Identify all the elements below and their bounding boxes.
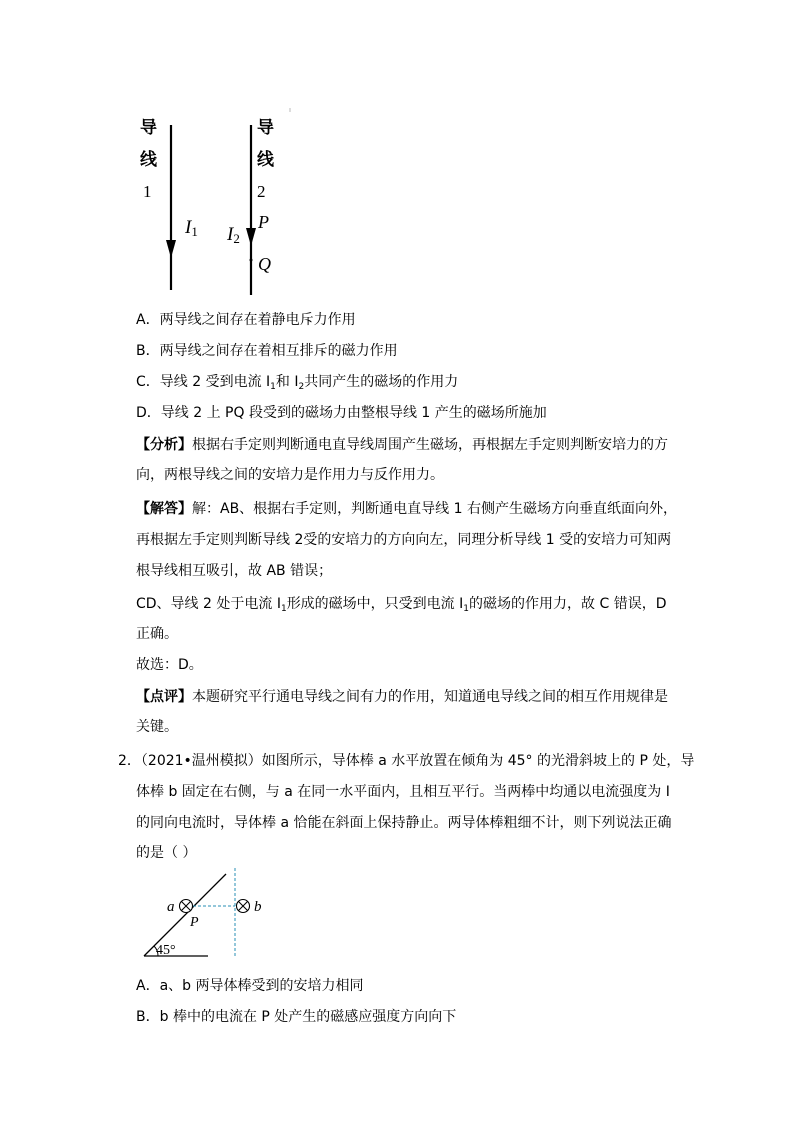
analysis-line-2: 向，两根导线之间的安培力是作用力与反作用力。 — [136, 467, 444, 483]
analysis-line-1: 【分析】根据右手定则判断通电直导线周围产生磁场，再根据左手定则判断安培力的方 — [136, 437, 668, 453]
question-number: 2． — [118, 753, 141, 769]
point-q-dot — [250, 259, 253, 262]
solution-line-3: 根导线相互吸引，故 AB 错误； — [136, 563, 333, 579]
option-a: A．两导线之间存在着静电斥力作用 — [136, 312, 356, 328]
solution-line-2: 再根据左手定则判断导线 2受的安培力的方向向左，同理分析导线 1 受的安培力可知两 — [136, 532, 672, 548]
q2-option-b: B．b 棒中的电流在 P 处产生的磁感应强度方向向下 — [136, 1009, 457, 1025]
comment-tag: 【点评】 — [136, 689, 192, 705]
incline-figure — [130, 862, 280, 962]
option-b: B．两导线之间存在着相互排斥的磁力作用 — [136, 343, 398, 359]
q2-option-a: A．a、b 两导体棒受到的安培力相同 — [136, 978, 364, 994]
solution-choice: 故选：D。 — [136, 657, 203, 673]
current-i2-label: I2 — [227, 224, 240, 246]
analysis-tag: 【分析】 — [136, 437, 192, 453]
rod-b-current-into-page-icon — [237, 900, 250, 913]
current-i1-label: I1 — [185, 217, 198, 239]
point-p-label-2: P — [190, 915, 199, 930]
comment-line-2: 关键。 — [136, 719, 178, 735]
comment-line-1: 【点评】本题研究平行通电导线之间有力的作用，知道通电导线之间的相互作用规律是 — [136, 689, 668, 705]
point-q-label: Q — [258, 254, 271, 274]
wire2-label-char1: 导 — [257, 118, 274, 138]
wire1-label-char1: 导 — [140, 118, 157, 138]
wire-2 — [246, 125, 256, 295]
rod-b-label: b — [254, 899, 262, 915]
question-2-line-3: 的同向电流时，导体棒 a 恰能在斜面上保持静止。两导体棒粗细不计，则下列说法正确 — [136, 815, 672, 831]
rod-a-current-into-page-icon — [180, 900, 193, 913]
current-arrow-1 — [166, 240, 176, 258]
current-arrow-2 — [246, 228, 256, 246]
angle-label: 45° — [156, 943, 176, 958]
parallel-wires-figure — [130, 100, 300, 300]
solution-line-4: CD、导线 2 处于电流 $I_1$形成的磁场中，只受到电流 $I_1$的磁场的作用力，故 C 错误，D — [136, 596, 667, 614]
point-p-dot — [250, 232, 253, 235]
question-2-line-1: 2．（2021•温州模拟）如图所示，导体棒 a 水平放置在倾角为 45° 的光滑斜坡上的 P 处，导 — [118, 753, 695, 769]
option-c: C．导线 2 受到电流 $I_1$和 $I_2$共同产生的磁场的作用力 — [136, 374, 459, 392]
question-2-line-2: 体棒 b 固定在右侧，与 a 在同一水平面内，且相互平行。当两棒中均通以电流强度为 I — [136, 784, 670, 800]
solution-tag: 【解答】 — [136, 501, 192, 517]
question-2-line-4: 的是（ ） — [136, 845, 197, 861]
option-d: D．导线 2 上 PQ 段受到的磁场力由整根导线 1 产生的磁场所施加 — [136, 405, 547, 421]
wire1-label-char2: 线 — [140, 150, 157, 170]
solution-line-1: 【解答】解：AB、根据右手定则，判断通电直导线 1 右侧产生磁场方向垂直纸面向外， — [136, 501, 677, 517]
wire-1 — [166, 125, 176, 290]
point-p-label: P — [258, 212, 269, 232]
wire2-label-char2: 线 — [257, 150, 274, 170]
solution-line-5: 正确。 — [136, 626, 178, 642]
wire2-label-num: 2 — [257, 182, 266, 201]
rod-a-label: a — [167, 899, 175, 915]
wire1-label-num: 1 — [143, 182, 152, 201]
